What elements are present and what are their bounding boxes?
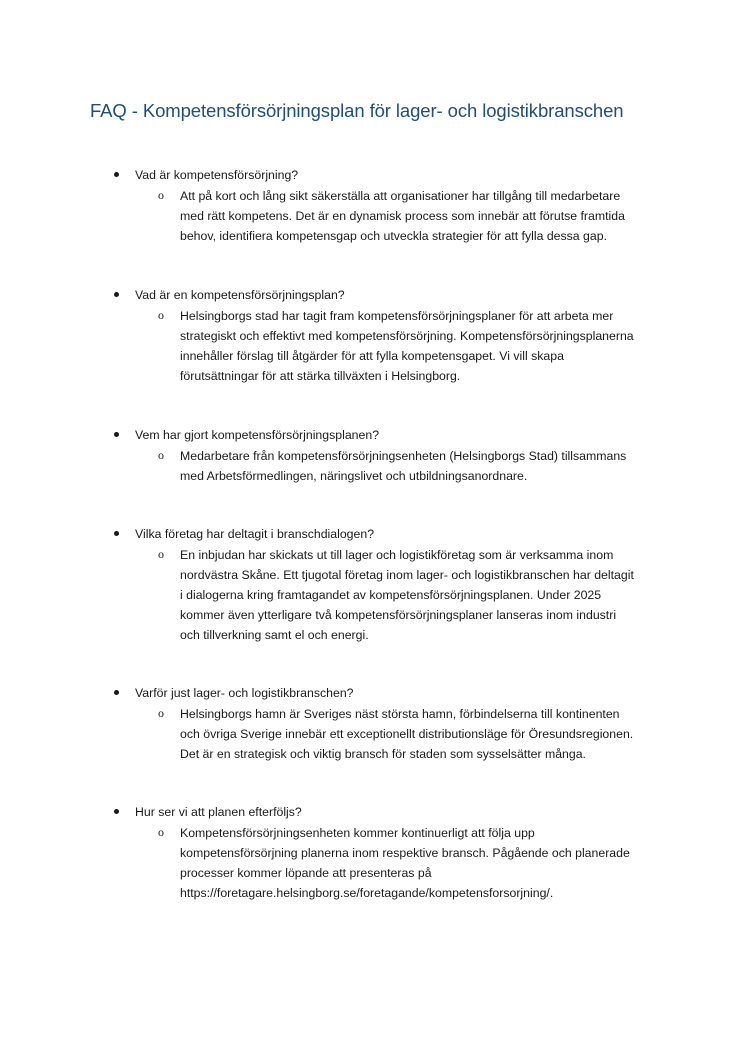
bullet-dot-icon (114, 531, 119, 536)
faq-question: Vad är en kompetensförsörjningsplan? (135, 288, 345, 302)
answer-line: processer kommer löpande att presenteras på (180, 866, 432, 880)
answer-line: behov, identifiera kompetensgap och utveckla strategier för att fylla dessa gap. (180, 229, 607, 243)
sub-bullet-icon: o (158, 825, 164, 839)
bullet-dot-icon (114, 690, 119, 695)
faq-answer (180, 186, 660, 246)
answer-line: kompetensförsörjning planerna inom respektive bransch. Pågående och planerade (180, 846, 630, 860)
faq-answer (180, 545, 660, 645)
bullet-dot-icon (114, 172, 119, 177)
answer-line: Helsingborgs hamn är Sveriges näst största hamn, förbindelserna till kontinenten (180, 707, 620, 721)
sub-bullet-icon: o (158, 448, 164, 462)
answer-line: kommer även ytterligare två kompetensförsörjningsplaner lanseras inom industri (180, 608, 617, 622)
faq-answer (180, 704, 660, 764)
answer-line: i dialogerna kring framtagandet av kompetensförsörjningsplanen. Under 2025 (180, 588, 602, 602)
document-title: FAQ - Kompetensförsörjningsplan för lager- och logistikbranschen (90, 100, 624, 121)
answer-line: nordvästra Skåne. Ett tjugotal företag inom lager- och logistikbranschen har deltagit (180, 568, 634, 582)
answer-line: och övriga Sverige innebär ett exceptionellt distributionsläge för Öresundsregionen. (180, 727, 634, 741)
faq-question: Varför just lager- och logistikbranschen? (135, 686, 354, 700)
faq-question: Vem har gjort kompetensförsörjningsplanen? (135, 428, 380, 442)
answer-line: https://foretagare.helsingborg.se/foretagande/kompetensforsorjning/. (180, 886, 554, 900)
faq-answer (180, 306, 660, 386)
answer-line: innehåller förslag till åtgärder för att fylla kompetensgapet. Vi vill skapa (180, 349, 564, 363)
answer-line: strategiskt och effektivt med kompetensförsörjning. Kompetensförsörjningsplanerna (180, 329, 634, 343)
answer-line: Det är en strategisk och viktig bransch för staden som sysselsätter många. (180, 747, 586, 761)
sub-bullet-icon: o (158, 706, 164, 720)
answer-line: förutsättningar för att stärka tillväxten i Helsingborg. (180, 369, 461, 383)
answer-line: Kompetensförsörjningsenheten kommer kontinuerligt att följa upp (180, 826, 535, 840)
faq-question: Hur ser vi att planen efterföljs? (135, 805, 302, 819)
bullet-dot-icon (114, 809, 119, 814)
answer-line: Medarbetare från kompetensförsörjningsenheten (Helsingborgs Stad) tillsammans (180, 449, 627, 463)
faq-answer (180, 823, 660, 903)
bullet-dot-icon (114, 432, 119, 437)
answer-line: med rätt kompetens. Det är en dynamisk process som innebär att förutse framtida (180, 209, 625, 223)
faq-question: Vad är kompetensförsörjning? (135, 168, 299, 182)
faq-answer (180, 446, 660, 486)
sub-bullet-icon: o (158, 188, 164, 202)
faq-question: Vilka företag har deltagit i branschdialogen? (135, 527, 375, 541)
bullet-dot-icon (114, 292, 119, 297)
answer-line: Helsingborgs stad har tagit fram kompetensförsörjningsplaner för att arbeta mer (180, 309, 614, 323)
sub-bullet-icon: o (158, 308, 164, 322)
sub-bullet-icon: o (158, 547, 164, 561)
answer-line: Att på kort och lång sikt säkerställa att organisationer har tillgång till medarbetare (180, 189, 621, 203)
answer-line: och tillverkning samt el och energi. (180, 628, 369, 642)
answer-line: En inbjudan har skickats ut till lager och logistikföretag som är verksamma inom (180, 548, 614, 562)
answer-line: med Arbetsförmedlingen, näringslivet och utbildningsanordnare. (180, 469, 528, 483)
